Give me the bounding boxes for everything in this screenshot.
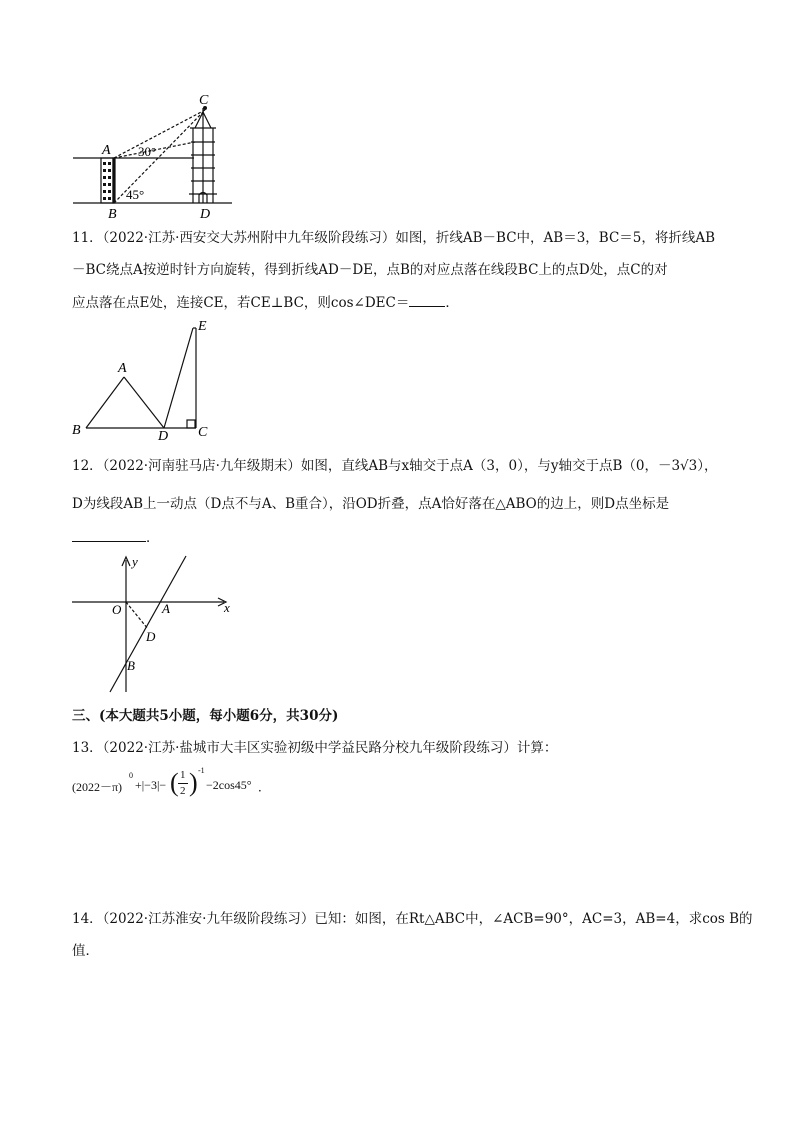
q12-line2: D为线段AB上一动点（D点不与A、B重合），沿OD折叠，点A恰好落在△ABO的边上，则D点坐标是: [72, 496, 670, 512]
label-D: D: [200, 207, 211, 222]
q11-label-A: A: [118, 361, 127, 376]
q13-frac-num: 1: [180, 769, 186, 781]
q11-label-C: C: [198, 425, 208, 440]
q13-expr-end: ．: [258, 780, 271, 794]
q13-frac-bar: [178, 783, 188, 784]
q12-label-D: D: [146, 629, 156, 644]
q11-label-B: B: [72, 423, 81, 438]
angle-45-label: 45°: [126, 187, 145, 202]
q13-expr-part2: +|−3|−: [135, 778, 167, 792]
q11-line2: －BC绕点A按逆时针方向旋转，得到折线AD－DE，点B的对应点落在线段BC上的点D处，点C的对: [72, 262, 668, 278]
q12-line3: [72, 527, 160, 548]
angle-30-label: 30°: [138, 144, 157, 159]
q13-right-paren: ): [189, 768, 198, 797]
q12-line1: 12．（2022·河南驻马店·九年级期末）如图，直线AB与x轴交于点A（3，0），与y轴交于点B（0，－3√3），: [72, 458, 718, 474]
q11-line3-text: 应点落在点E处，连接CE，若CE⊥BC，则cos∠DEC＝: [72, 295, 410, 311]
q13-frac-den: 2: [180, 785, 186, 797]
label-A: A: [102, 143, 111, 158]
q11-line3-end: ．: [445, 295, 459, 311]
q12-label-B: B: [127, 658, 135, 673]
q13-expr-exp-neg1: -1: [198, 766, 205, 775]
q13-expr-exp0: 0: [129, 771, 133, 780]
q11-figure: [68, 316, 218, 440]
q11-label-D: D: [158, 429, 169, 440]
q11-line1: 11．（2022·江苏·西安交大苏州附中九年级阶段练习）如图，折线AB－BC中，AB＝3，BC＝5，将折线AB: [72, 230, 716, 246]
q12-figure: [66, 552, 246, 698]
q12-label-y: y: [132, 554, 138, 569]
q11-line3: [72, 292, 459, 313]
q12-label-O: O: [112, 602, 122, 617]
tower-figure: [60, 90, 240, 222]
section-3-heading: 三、(本大题共5小题，每小题6分，共30分): [72, 708, 339, 724]
q12-label-x: x: [224, 600, 230, 615]
q11-label-E: E: [198, 319, 207, 334]
q14-line1: 14．（2022·江苏淮安·九年级阶段练习）已知：如图，在Rt△ABC中，∠ACB=90°，AC=3，AB=4，求cos B的: [72, 911, 753, 927]
label-C: C: [199, 93, 209, 108]
q13-expr-part1: (2022－π): [72, 780, 123, 794]
q12-line3-end: ．: [146, 530, 160, 546]
label-B: B: [108, 207, 117, 222]
q14-line2: 值．: [72, 943, 99, 959]
q13-left-paren: (: [170, 768, 179, 797]
q12-answer-blank[interactable]: [72, 527, 146, 542]
q13-line1: 13．（2022·江苏·盐城市大丰区实验初级中学益民路分校九年级阶段练习）计算：: [72, 740, 558, 756]
q12-label-A: A: [162, 601, 170, 616]
q11-answer-blank[interactable]: [409, 292, 445, 307]
q13-expr-part3: −2cos45°: [206, 778, 252, 792]
